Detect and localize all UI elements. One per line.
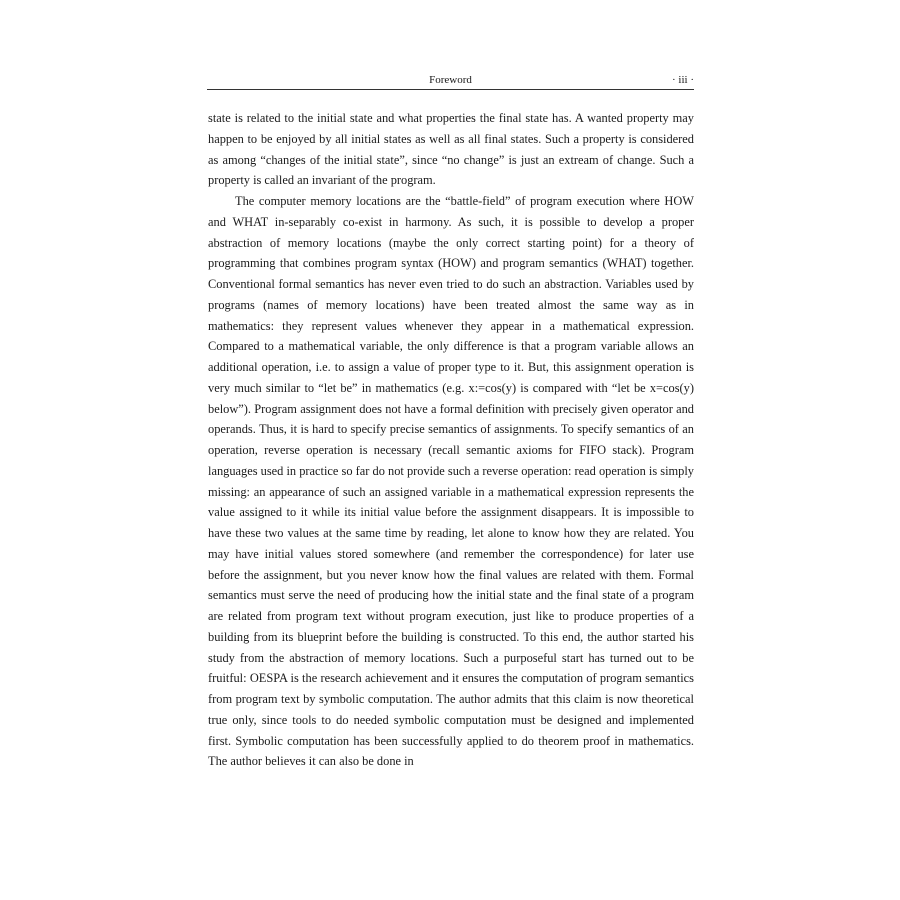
body-text <box>208 108 694 772</box>
paragraph: The computer memory locations are the “battle-field” of program execution where HOW and WHAT in-separably co-exist in harmony. As such, it is possible to develop a proper abstraction of memory locations (maybe the only correct starting point) for a theory of programming that combines program syntax (HOW) and program semantics (WHAT) together. Conventional formal semantics has never even tried to do such an abstraction. Variables used by programs (names of memory locations) have been treated almost the same way as in mathematics: they represent values whenever they appear in a mathematical expression. Compared to a mathematical variable, the only difference is that a program variable allows an additional operation, i.e. to assign a value of proper type to it. But, this assignment operation is very much similar to “let be” in mathematics (e.g. x:=cos(y) is compared with “let be x=cos(y) below”). Program assignment does not have a formal definition with precisely given operator and operands. Thus, it is hard to specify precise semantics of assignments. To specify semantics of an operation, reverse operation is necessary (recall semantic axioms for FIFO stack). Program languages used in practice so far do not provide such a reverse operation: read operation is simply missing: an appearance of such an assigned variable in a mathematical expression represents the value assigned to it while its initial value before the assignment disappears. It is impossible to have these two values at the same time by reading, let alone to know how they are related. You may have initial values stored somewhere (and remember the correspondence) for later use before the assignment, but you never know how the final values are related with them. Formal semantics must serve the need of producing how the initial state and the final state of a program are related from program text without program execution, just like to produce properties of a building from its blueprint before the building is constructed. To this end, the author started his study from the abstraction of memory locations. Such a purposeful start has turned out to be fruitful: OESPA is the research achievement and it ensures the computation of program semantics from program text by symbolic computation. The author admits that this claim is now theoretical true only, since tools to do needed symbolic computation must be designed and implemented first. Symbolic computation has been successfully applied to do theorem proof in mathematics. The author believes it can also be done in <box>208 194 694 769</box>
page-number: · iii · <box>672 74 694 86</box>
paragraph: state is related to the initial state and what properties the final state has. A wanted property may happen to be enjoyed by all initial states as well as all final states. Such a property is considered as among “changes of the initial state”, since “no change” is just an extream of change. Such a property is called an invariant of the program. <box>208 111 694 188</box>
running-title: Foreword <box>429 74 472 86</box>
page-header <box>207 72 694 88</box>
header-rule <box>207 89 694 90</box>
